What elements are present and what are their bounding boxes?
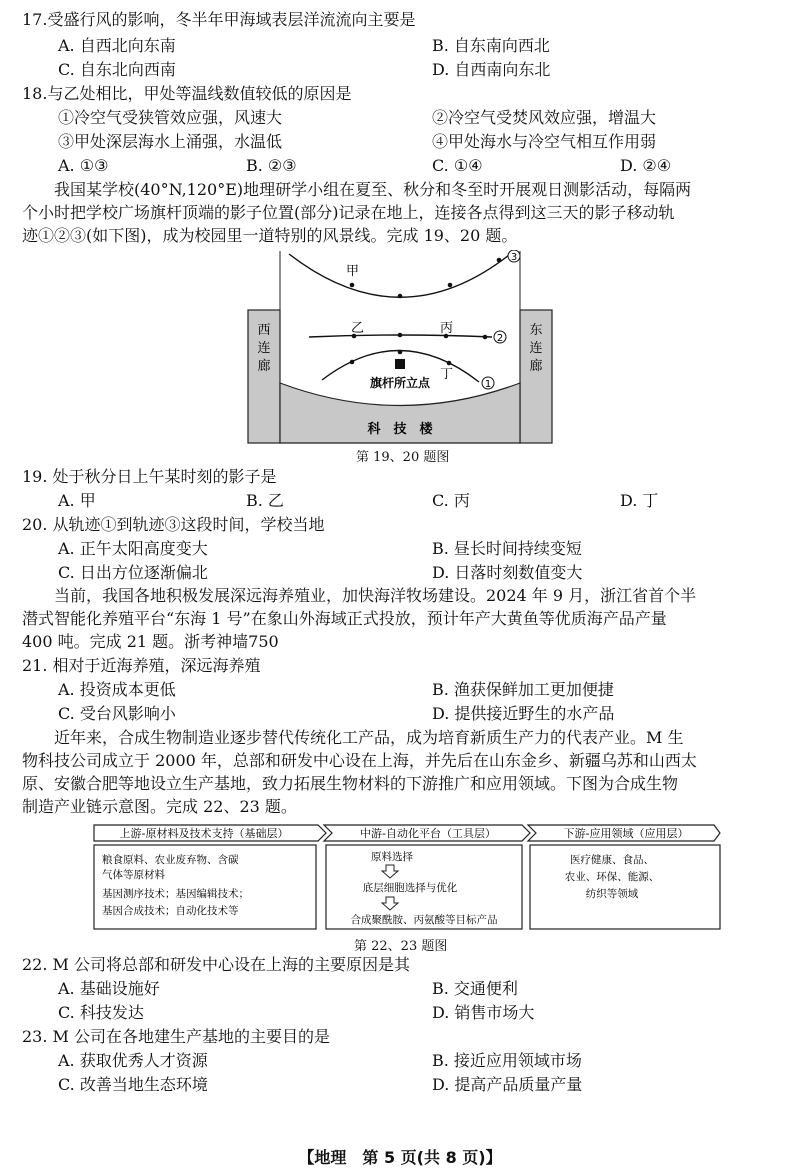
intro-21-line: 当前，我国各地积极发展深远海养殖业，加快海洋牧场建设。2024 年 9 月，浙江省首个半 [22, 586, 697, 605]
intro-22-line: 制造产业链示意图。完成 22、23 题。 [22, 797, 297, 816]
intro-21-line: 400 吨。完成 21 题。浙考神墙750 [22, 632, 279, 651]
q18-statement-3: ③甲处深层海水上涌强，水温低 [58, 132, 283, 151]
intro-19-line: 个小时把学校广场旗杆顶端的影子位置(部分)记录在地上，连接各点得到这三天的影子移动轨 [22, 203, 675, 222]
q20-option-c[interactable]: C. 日出方位逐渐偏北 [58, 563, 208, 582]
q19-option-a[interactable]: A. 甲 [58, 491, 96, 510]
shadow-point [350, 360, 355, 365]
q21-option-c[interactable]: C. 受台风影响小 [58, 704, 176, 723]
midstream-step-2: 底层细胞选择与优化 [362, 882, 458, 894]
trajectory-1-label: 1 [484, 379, 492, 390]
q17-option-d[interactable]: D. 自西南向东北 [432, 60, 551, 79]
intro-22-23 [22, 726, 780, 818]
q23-option-b[interactable]: B. 接近应用领域市场 [432, 1051, 582, 1070]
intro-19-line: 迹①②③(如下图)，成为校园里一道特别的风景线。完成 19、20 题。 [22, 226, 518, 245]
q21-option-d[interactable]: D. 提供接近野生的水产品 [432, 704, 615, 723]
intro-21 [22, 584, 780, 653]
flagpole-marker [395, 359, 405, 369]
q18-statement-2: ②冷空气受焚风效应强，增温大 [432, 108, 657, 127]
q18-statement-1: ①冷空气受狭管效应强，风速大 [58, 108, 283, 127]
intro-19-20 [22, 178, 780, 247]
label-jia: 甲 [346, 264, 360, 279]
figure-1-caption: 第 19、20 题图 [356, 450, 450, 465]
west-corridor-label-3: 廊 [257, 359, 271, 374]
q19-option-b[interactable]: B. 乙 [246, 491, 284, 510]
q18-statement-4: ④甲处海水与冷空气相互作用弱 [432, 132, 657, 151]
shadow-point [483, 335, 488, 340]
shadow-point [398, 333, 403, 338]
intro-22-line: 物科技公司成立于 2000 年，总部和研发中心设在上海，并先后在山东金乡、新疆乌苏和山西太 [22, 751, 697, 770]
q21-option-b[interactable]: B. 渔获保鲜加工更加便捷 [432, 680, 614, 699]
intro-19-line: 我国某学校(40°N,120°E)地理研学小组在夏至、秋分和冬至时开展观日测影活动，每隔两 [22, 180, 692, 199]
upstream-text: 粮食原料、农业废弃物、含碳 [102, 854, 239, 866]
q18-option-a[interactable]: A. ①③ [58, 156, 109, 175]
shadow-point [448, 283, 453, 288]
industry-chain-figure [92, 823, 722, 933]
q17-option-c[interactable]: C. 自东北向西南 [58, 60, 176, 79]
west-corridor-label-1: 西 [257, 323, 271, 338]
downstream-title: 下游-应用领域（应用层） [563, 827, 689, 840]
intro-21-line: 潜式智能化养殖平台“东海 1 号”在象山外海域正式投放，预计年产大黄鱼等优质海产品产量 [22, 609, 667, 628]
shadow-point [350, 283, 355, 288]
trajectory-3-label: 3 [510, 252, 518, 263]
downstream-text: 纺织等领域 [585, 888, 639, 900]
q19-option-c[interactable]: C. 丙 [432, 491, 470, 510]
midstream-step-1: 原料选择 [371, 851, 413, 863]
q20-option-d[interactable]: D. 日落时刻数值变大 [432, 563, 583, 582]
east-corridor-label-3: 廊 [529, 359, 543, 374]
q22-option-d[interactable]: D. 销售市场大 [432, 1003, 535, 1022]
shadow-point [398, 350, 403, 355]
east-corridor-label-2: 连 [529, 341, 543, 356]
q19-stem: 19. 处于秋分日上午某时刻的影子是 [22, 467, 277, 486]
intro-22-line: 近年来，合成生物制造业逐步替代传统化工产品，成为培育新质生产力的代表产业。M 生 [22, 728, 684, 747]
shadow-point [447, 361, 452, 366]
downstream-text: 农业、环保、能源、 [564, 871, 660, 883]
q23-option-d[interactable]: D. 提高产品质量产量 [432, 1075, 583, 1094]
q19-option-d[interactable]: D. 丁 [620, 491, 659, 510]
label-ding: 丁 [440, 367, 454, 382]
west-corridor-label-2: 连 [257, 341, 271, 356]
upstream-text: 基因合成技术；自动化技术等 [102, 905, 239, 917]
upstream-text: 基因测序技术；基因编辑技术； [102, 888, 249, 900]
q22-option-c[interactable]: C. 科技发达 [58, 1003, 144, 1022]
q20-stem: 20. 从轨迹①到轨迹③这段时间，学校当地 [22, 515, 325, 534]
q18-stem: 18.与乙处相比，甲处等温线数值较低的原因是 [22, 84, 352, 103]
east-corridor-label-1: 东 [529, 323, 543, 338]
midstream-title: 中游-自动化平台（工具层） [360, 827, 496, 840]
q18-option-d[interactable]: D. ②④ [620, 156, 672, 175]
tech-building-label: 科 技 楼 [367, 422, 433, 437]
shadow-point [398, 294, 403, 299]
q23-option-c[interactable]: C. 改善当地生态环境 [58, 1075, 208, 1094]
label-bing: 丙 [440, 321, 454, 336]
q22-option-a[interactable]: A. 基础设施好 [58, 979, 160, 998]
intro-22-line: 原、安徽合肥等地设立生产基地，致力拓展生物材料的下游推广和应用领域。下图为合成生物 [22, 774, 679, 793]
q22-option-b[interactable]: B. 交通便利 [432, 979, 518, 998]
downstream-text: 医疗健康、食品、 [570, 854, 654, 866]
trajectory-2-label: 2 [496, 333, 504, 344]
midstream-step-3: 合成聚酰胺、丙氨酸等目标产品 [350, 914, 498, 926]
q21-option-a[interactable]: A. 投资成本更低 [58, 680, 176, 699]
shadow-point [497, 258, 502, 263]
q18-option-c[interactable]: C. ①④ [432, 156, 483, 175]
q17-stem: 17.受盛行风的影响，冬半年甲海域表层洋流流向主要是 [22, 10, 416, 29]
label-yi: 乙 [351, 321, 365, 336]
q21-stem: 21. 相对于近海养殖，深远海养殖 [22, 656, 261, 675]
trajectory-3 [289, 254, 509, 297]
figure-2-caption: 第 22、23 题图 [354, 939, 448, 954]
shadow-trajectory-figure [247, 250, 553, 444]
q22-stem: 22. M 公司将总部和研发中心设在上海的主要原因是其 [22, 955, 411, 974]
q23-option-a[interactable]: A. 获取优秀人才资源 [58, 1051, 208, 1070]
upstream-title: 上游-原材料及技术支持（基础层） [119, 827, 289, 840]
q18-option-b[interactable]: B. ②③ [246, 156, 297, 175]
q20-option-a[interactable]: A. 正午太阳高度变大 [58, 539, 208, 558]
q17-option-b[interactable]: B. 自东南向西北 [432, 36, 550, 55]
upstream-text: 气体等原材料 [102, 869, 165, 881]
q20-option-b[interactable]: B. 昼长时间持续变短 [432, 539, 582, 558]
q17-option-a[interactable]: A. 自西北向东南 [58, 36, 176, 55]
flagpole-label: 旗杆所立点 [369, 376, 431, 390]
q23-stem: 23. M 公司在各地建生产基地的主要目的是 [22, 1027, 331, 1046]
page-footer: 【地理 第 5 页(共 8 页)】 [298, 1148, 502, 1167]
